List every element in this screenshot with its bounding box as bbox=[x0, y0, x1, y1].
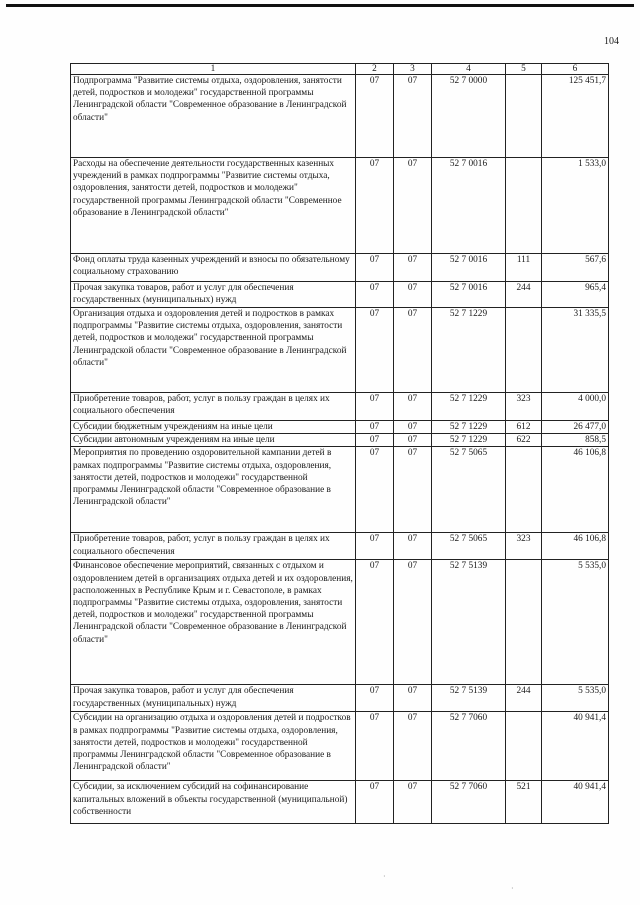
cell-pr: 07 bbox=[394, 447, 432, 533]
cell-rz: 07 bbox=[356, 712, 394, 781]
cell-sum: 5 535,0 bbox=[542, 685, 609, 712]
table-row bbox=[71, 712, 609, 781]
cell-name: Мероприятия по проведению оздоровительной кампании детей в рамках подпрограммы "Развитие системы отдыха, оздоровления, занятости детей, подростков и молодежи" государственной программы Ленинградской области "Современное образование в Ленинградской области" bbox=[71, 447, 356, 533]
table-row bbox=[71, 533, 609, 560]
table-row bbox=[71, 434, 609, 447]
cell-vr bbox=[506, 75, 542, 158]
cell-vr: 323 bbox=[506, 533, 542, 560]
cell-vr bbox=[506, 158, 542, 254]
cell-sum: 46 106,8 bbox=[542, 533, 609, 560]
cell-csr: 52 7 0016 bbox=[432, 158, 506, 254]
cell-sum: 26 477,0 bbox=[542, 421, 609, 434]
cell-rz: 07 bbox=[356, 447, 394, 533]
scan-speck: · bbox=[511, 884, 514, 893]
column-header: 4 bbox=[432, 64, 506, 75]
cell-csr: 52 7 1229 bbox=[432, 434, 506, 447]
cell-pr: 07 bbox=[394, 421, 432, 434]
cell-pr: 07 bbox=[394, 254, 432, 282]
cell-sum: 31 335,5 bbox=[542, 308, 609, 393]
table-row bbox=[71, 421, 609, 434]
cell-csr: 52 7 0016 bbox=[432, 254, 506, 282]
cell-csr: 52 7 5065 bbox=[432, 533, 506, 560]
cell-csr: 52 7 0016 bbox=[432, 282, 506, 308]
cell-rz: 07 bbox=[356, 685, 394, 712]
cell-csr: 52 7 5139 bbox=[432, 560, 506, 685]
cell-pr: 07 bbox=[394, 158, 432, 254]
cell-rz: 07 bbox=[356, 421, 394, 434]
cell-vr: 612 bbox=[506, 421, 542, 434]
top-rule bbox=[6, 4, 634, 7]
cell-pr: 07 bbox=[394, 308, 432, 393]
table-row bbox=[71, 75, 609, 158]
cell-vr: 244 bbox=[506, 685, 542, 712]
cell-csr: 52 7 5139 bbox=[432, 685, 506, 712]
cell-rz: 07 bbox=[356, 254, 394, 282]
cell-rz: 07 bbox=[356, 282, 394, 308]
cell-rz: 07 bbox=[356, 560, 394, 685]
cell-name: Расходы на обеспечение деятельности государственных казенных учреждений в рамках подпрограммы "Развитие системы отдыха, оздоровления, занятости детей, подростков и молодежи" государственной программы Ленинградской области "Современное образование в Ленинградской области" bbox=[71, 158, 356, 254]
cell-name: Приобретение товаров, работ, услуг в пользу граждан в целях их социального обеспечения bbox=[71, 533, 356, 560]
cell-name: Субсидии, за исключением субсидий на софинансирование капитальных вложений в объекты государственной (муниципальной) собственности bbox=[71, 781, 356, 824]
cell-rz: 07 bbox=[356, 75, 394, 158]
cell-name: Субсидии бюджетным учреждениям на иные цели bbox=[71, 421, 356, 434]
cell-pr: 07 bbox=[394, 533, 432, 560]
cell-csr: 52 7 5065 bbox=[432, 447, 506, 533]
cell-sum: 40 941,4 bbox=[542, 712, 609, 781]
cell-name: Фонд оплаты труда казенных учреждений и взносы по обязательному социальному страхованию bbox=[71, 254, 356, 282]
cell-rz: 07 bbox=[356, 781, 394, 824]
cell-pr: 07 bbox=[394, 75, 432, 158]
cell-name: Подпрограмма "Развитие системы отдыха, оздоровления, занятости детей, подростков и молодежи" государственной программы Ленинградской области "Современное образование в Ленинградской области" bbox=[71, 75, 356, 158]
cell-vr: 244 bbox=[506, 282, 542, 308]
cell-vr bbox=[506, 560, 542, 685]
cell-pr: 07 bbox=[394, 685, 432, 712]
cell-sum: 5 535,0 bbox=[542, 560, 609, 685]
cell-vr: 111 bbox=[506, 254, 542, 282]
cell-vr: 622 bbox=[506, 434, 542, 447]
cell-pr: 07 bbox=[394, 560, 432, 685]
cell-pr: 07 bbox=[394, 781, 432, 824]
table-row bbox=[71, 393, 609, 421]
cell-name: Прочая закупка товаров, работ и услуг для обеспечения государственных (муниципальных) нужд bbox=[71, 282, 356, 308]
cell-csr: 52 7 1229 bbox=[432, 421, 506, 434]
table-row bbox=[71, 560, 609, 685]
table-row bbox=[71, 447, 609, 533]
header-row bbox=[71, 64, 609, 75]
column-header: 5 bbox=[506, 64, 542, 75]
cell-sum: 567,6 bbox=[542, 254, 609, 282]
table-row bbox=[71, 158, 609, 254]
cell-sum: 1 533,0 bbox=[542, 158, 609, 254]
cell-rz: 07 bbox=[356, 158, 394, 254]
table-row bbox=[71, 282, 609, 308]
cell-rz: 07 bbox=[356, 434, 394, 447]
cell-csr: 52 7 7060 bbox=[432, 712, 506, 781]
cell-sum: 46 106,8 bbox=[542, 447, 609, 533]
cell-vr bbox=[506, 447, 542, 533]
cell-rz: 07 bbox=[356, 308, 394, 393]
cell-pr: 07 bbox=[394, 393, 432, 421]
column-header: 1 bbox=[71, 64, 356, 75]
cell-vr bbox=[506, 308, 542, 393]
cell-vr: 521 bbox=[506, 781, 542, 824]
cell-name: Субсидии на организацию отдыха и оздоровления детей и подростков в рамках подпрограммы "Развитие системы отдыха, оздоровления, занятости детей, подростков и молодежи" государственной программы Ленинградской области "Современное образование в Ленинградской области" bbox=[71, 712, 356, 781]
cell-rz: 07 bbox=[356, 393, 394, 421]
cell-sum: 965,4 bbox=[542, 282, 609, 308]
column-header: 3 bbox=[394, 64, 432, 75]
cell-csr: 52 7 1229 bbox=[432, 393, 506, 421]
table-row bbox=[71, 254, 609, 282]
cell-sum: 125 451,7 bbox=[542, 75, 609, 158]
cell-sum: 4 000,0 bbox=[542, 393, 609, 421]
cell-vr: 323 bbox=[506, 393, 542, 421]
table-row bbox=[71, 685, 609, 712]
column-header: 2 bbox=[356, 64, 394, 75]
table-row bbox=[71, 308, 609, 393]
cell-sum: 40 941,4 bbox=[542, 781, 609, 824]
cell-csr: 52 7 0000 bbox=[432, 75, 506, 158]
cell-rz: 07 bbox=[356, 533, 394, 560]
cell-name: Субсидии автономным учреждениям на иные цели bbox=[71, 434, 356, 447]
cell-vr bbox=[506, 712, 542, 781]
cell-name: Прочая закупка товаров, работ и услуг для обеспечения государственных (муниципальных) нужд bbox=[71, 685, 356, 712]
cell-csr: 52 7 7060 bbox=[432, 781, 506, 824]
cell-pr: 07 bbox=[394, 712, 432, 781]
cell-pr: 07 bbox=[394, 434, 432, 447]
page-number: 104 bbox=[604, 36, 619, 47]
cell-name: Организация отдыха и оздоровления детей и подростков в рамках подпрограммы "Развитие системы отдыха, оздоровления, занятости детей, подростков и молодежи" государственной программы Ленинградской области "Современное образование в Ленинградской области" bbox=[71, 308, 356, 393]
column-header: 6 bbox=[542, 64, 609, 75]
cell-csr: 52 7 1229 bbox=[432, 308, 506, 393]
table-row bbox=[71, 781, 609, 824]
cell-sum: 858,5 bbox=[542, 434, 609, 447]
cell-name: Финансовое обеспечение мероприятий, связанных с отдыхом и оздоровлением детей в организациях отдыха детей и их оздоровления, расположенных в Республике Крым и г. Севастополе, в рамках подпрограммы "Развитие системы отдыха, оздоровления, занятости детей, подростков и молодежи" государственной программы Ленинградской области "Современное образование в Ленинградской области" bbox=[71, 560, 356, 685]
cell-name: Приобретение товаров, работ, услуг в пользу граждан в целях их социального обеспечения bbox=[71, 393, 356, 421]
budget-table bbox=[70, 63, 609, 824]
scan-speck: · bbox=[383, 872, 386, 881]
cell-pr: 07 bbox=[394, 282, 432, 308]
